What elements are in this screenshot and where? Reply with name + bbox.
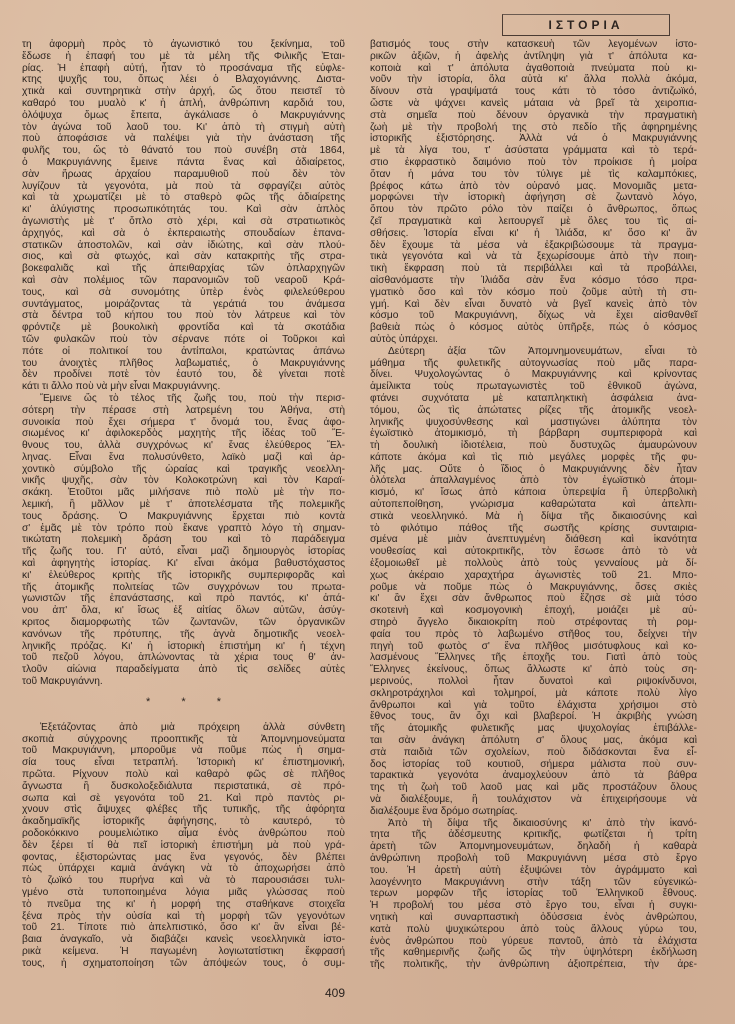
text-line: νοῦν τὴν ἱστορία, ὅλα αὐτὰ κι' ἄλλα πολλὰ ἀκόμα,: [370, 74, 697, 86]
text-line: γωνιστῶν τῆς ἐπανάστασης, καὶ πρὸ παντός, κι' ἀπά-: [22, 593, 345, 605]
text-line: τόμου, ὥς τὶς ἀπώτατες ρίζες τῆς ἀτομικῆς νεοελ-: [370, 404, 697, 416]
text-line: τλοῦν αἰώνια παραδείγματα ἀπὸ τὶς σελίδες αὐτὲς: [22, 664, 345, 676]
text-line: ποὺ ἀποφάσισε νὰ παλέψει γιὰ τὴν ἀνάσταση τῆς: [22, 133, 345, 145]
text-line: νουθεσίας καὶ αὐτοκριτικῆς, τὸν ἔσωσε ἀπὸ τὸ νὰ: [370, 546, 697, 558]
text-line: κτης ψυχῆς του, ὅπως λέει ὁ Βλαχογιάννης. Διστα-: [22, 74, 345, 86]
text-line: τῆς ζωῆς του. Γι' αὐτό, εἶναι μαζὶ δημιουργὸς ἱστορίας: [22, 546, 345, 558]
text-line: αὐτοπεποίθηση, γνώρισμα καθαρώτατα καὶ ἀπελπι-: [370, 499, 697, 511]
text-line: ἀμείλικτα τοὺς πρωταγωνιστὲς τοῦ ἐθνικοῦ ἀγώνα,: [370, 381, 697, 393]
text-line: αἰσθανόμαστε τὴν Ἰλιάδα σὰν ἕνα κόσμο τόσο πρα-: [370, 274, 697, 286]
text-line: βοκεφαλιᾶς καὶ τῆς ἀπειθαρχίας τῶν ὁπλαρχηγῶν: [22, 263, 345, 275]
text-line: καὶ ἀφηγητὴς ἱστορίας. Κι' εἶναι ἀκόμα βαθυστόχαστος: [22, 558, 345, 570]
section-title: ΙΣΤΟΡΙΑ: [502, 14, 670, 36]
text-line: πότε οἱ πολιτικοί του ἀντίπαλοι, κρατώντας ἀπάνω: [22, 345, 345, 357]
text-line: κισμό, κι' ἴσως ἀπὸ κάποια ὑπερεψία ἢ ὑπερβολικὴ: [370, 487, 697, 499]
text-line: ἔθνος τους, ἂν ὄχι καὶ βλαβεροί. Ἡ ἀκριβὴς γνώση: [370, 711, 697, 723]
text-line: Ἐξετάζοντας ἀπὸ μιὰ πρόχειρη ἀλλὰ σύνθετη: [40, 721, 345, 733]
right-column: [370, 39, 697, 971]
text-line: γμένο στὰ τυποποιημένα λόγια μιᾶς γλώσσας ποὺ: [22, 886, 345, 898]
text-line: βατισμός τους στὴν κατασκευὴ τῶν λεγομένων ἱστο-: [370, 39, 697, 50]
text-line: λαογέννητο Μακρυγιάννη στὴν τάξη τῶν εὐγενικώ-: [370, 876, 697, 888]
text-line: δίνει. Ψυχολογώντας ὁ Μακρυγιάννης καὶ κρίνοντας: [370, 369, 697, 381]
text-line: ξένα πρὸς τὴν οὐσία καὶ τὴ μορφὴ τῶν γεγονότων: [22, 910, 345, 922]
text-line: κοποιὰ καὶ τ' ἀπόλυτα ἀγαθοποιὰ πνεύματα ποὺ κι-: [370, 62, 697, 74]
text-line: στηρὸ ἄγγελο δικαιοκρίτη ποὺ στρέφοντας τὴ ρομ-: [370, 617, 697, 629]
text-line: τοῦ Μακρυγιάννη.: [22, 676, 103, 688]
text-line: λυγίζουν τὰ γεγονότα, μὰ ποὺ τὰ σφραγίζει αὐτὸς: [22, 180, 345, 192]
text-line: σμένα μὲ μιὰν ἀνεπτυγμένη διάθεση καὶ ἱκανότητα: [370, 534, 697, 546]
text-line: τὸ πνεῦμα της κι' ἡ μορφή της σταθήκανε στοιχεῖα: [22, 898, 345, 910]
text-line: τη ἀφορμὴ πρὸς τὸ ἀγωνιστικό του ξεκίνημα, τοῦ: [22, 39, 345, 50]
text-line: τους, καὶ σὰ συνομότης ὑπὲρ ἑνὸς φιλελεύθερου: [22, 286, 345, 298]
text-line: ὅπου τὸν πρῶτο ρόλο τὸν παίζει ὁ ἄνθρωπος, ὅπως: [370, 204, 697, 216]
text-line: ταρακτικὰ γεγονότα ἀναμοχλεύουν ἀπὸ τὰ βάθρα: [370, 770, 697, 782]
text-line: ἔδωσε ἡ ἐπαφή του μὲ τὰ μέλη τῆς Φιλικῆς Ἑται-: [22, 50, 345, 62]
text-line: τοῦ πεζοῦ λόγου, ἁπλώνοντας τὰ χέρια τους θ' ἀν-: [22, 652, 345, 664]
text-line: νου ἀπ' ὅλα, κι' ἴσως ἐξ αἰτίας ὅλων αὐτῶν, ἀσύγ-: [22, 605, 345, 617]
text-line: Ἔμεινε ὥς τὸ τέλος τῆς ζωῆς του, ποὺ τὴν περισ-: [40, 392, 345, 404]
text-line: μάθημα τῆς φυλετικῆς αὐτογνωσίας ποὺ μᾶς παρα-: [370, 357, 697, 369]
text-line: τὴ δουλικὴ ἰδιοτέλεια, ποὺ δυστυχῶς ἀμαυρώνουν: [370, 440, 697, 452]
text-line: δὲν προδίνει ποτὲ τὸν ἑαυτό του, δὲ γίνεται ποτὲ: [22, 369, 345, 381]
text-line: ληνικῆς ψυχοσύνθεσης καὶ μαστιγώνει ἀλύπητα τὸν: [370, 416, 697, 428]
text-line: σθήσεις. Ἱστορία εἶναι κι' ἡ Ἰλιάδα, κι' ὅσο κι' ἂν: [370, 227, 697, 239]
text-line: σιος, καὶ σὰ φτωχός, καὶ σὰν κατακριτὴς τῆς στρα-: [22, 251, 345, 263]
text-line: σία τους εἶναι τετραπλή. Ἱστορικὴ κι' ἐπιστημονική,: [22, 757, 345, 769]
text-line: δίνουν στὰ γραψίματά τους κάτι τὸ τόσο ἀντιζωϊκό,: [370, 86, 697, 98]
text-line: τικὴ ἔκφραση ποὺ τὰ περιβάλλει καὶ τὰ προβάλλει,: [370, 263, 697, 275]
text-line: ται σὰν ἀνάγκη ἀπόλυτη σ' ὅλους μας, ἀκόμα καὶ: [370, 735, 697, 747]
text-line: κόσμο τοῦ Μακρυγιάννη, δίχως νὰ ἔχει αἰσθανθεῖ: [370, 310, 697, 322]
text-line: γμή. Καὶ δὲν εἶναι δυνατὸ νὰ βγεῖ κανεὶς ἀπὸ τὸν: [370, 298, 697, 310]
text-line: στὰ παιδιὰ τῶν σχολείων, ποὺ διδάσκονται ἕνα εἶ-: [370, 746, 697, 758]
text-line: σωπα καὶ σὲ γεγονότα τοῦ 21. Καὶ πρὸ παντὸς ρι-: [22, 792, 345, 804]
text-line: λῆς μας. Οὔτε ὁ ἴδιος ὁ Μακρυγιάννης δὲν ἦταν: [370, 463, 697, 475]
text-line: νικῆς ψυχῆς, σὰν τὸν Κολοκοτρώνη καὶ τὸν Καραϊ-: [22, 475, 345, 487]
text-line: στὰ δέντρα τοῦ κήπου του ποὺ τὸν λάτρευε καὶ τὸν: [22, 310, 345, 322]
text-line: τους, ἡ σχηματοποίηση τῶν ἀπόψεών τους, ὁ συμ-: [22, 957, 345, 969]
text-line: ἀγωνιστὴς μὲ τ' ὅπλο στὸ χέρι, καὶ σὰ στρατιωτικὸς: [22, 215, 345, 227]
text-line: του. Ἡ ἀρετὴ αὐτὴ ἐξυψώνει τὸν ἀγράμματο καὶ: [370, 864, 697, 876]
text-line: χνουν στὶς ἄψυχες φλέβες τῆς τυπικῆς, τῆς ἀφόρητα: [22, 804, 345, 816]
text-line: τῆς καθημερινῆς ζωῆς ὥς τὴν ὑψηλότερη ἐκδήλωση: [370, 947, 697, 959]
text-line: τὸ φιλότιμο πάθος τῆς σωστῆς κρίσης συνταιρια-: [370, 522, 697, 534]
text-line: πὼς ὑπάρχει καμιὰ ἀνάγκη νὰ τὸ ἀποχωρήσει ἀπὸ: [22, 863, 345, 875]
text-line: βαια ἀναγκαῖο, νὰ διαβάζει κανεὶς νεοελληνικὰ ἱστο-: [22, 934, 345, 946]
text-line: ὁλόψυχα ὅμως ἔπειτα, ἀγκάλιασε ὁ Μακρυγιάννης: [22, 109, 345, 121]
text-line: τους δράσης. Ὁ Μακρυγιάννης ἔρχεται πιὸ κοντὰ: [22, 510, 345, 522]
text-line: θνους του, ἀλλὰ συγχρόνως κι' ἕνας ἐλεύθερος Ἕλ-: [22, 440, 345, 452]
paragraph: [22, 393, 345, 688]
text-line: φοντας, ἐξιστορώντας μας ἕνα γεγονός, δὲν βλέπει: [22, 851, 345, 863]
text-line: του ἀνοιχτὲς πλῆθος λαβωματιές, ὁ Μακρυγιάννης: [22, 357, 345, 369]
text-line: κάτι τι ἄλλο ποὺ νὰ μὴν εἶναι Μακρυγιάννης.: [22, 381, 221, 393]
text-line: μὲ τὰ λίγα του, τ' ἀσύστατα γράμματα καὶ τὸ τερά-: [370, 145, 697, 157]
text-line: φαία του πρὸς τὸ λαβωμένο στῆθος του, δείχνει τὴν: [370, 628, 697, 640]
text-line: ρίας. Ἡ ἐπαφὴ αὐτή, ἦταν τὸ προσάναμα τῆς εὐφλε-: [22, 62, 345, 74]
text-line: κριτος διαμορφωτὴς τῶν ζωντανῶν, τῶν ὀργανικῶν: [22, 617, 345, 629]
text-line: ὁλότελα ἀπαλλαγμένος ἀπὸ τὸν ἐγωϊστικὸ ἀτομι-: [370, 475, 697, 487]
left-column: [22, 39, 345, 970]
text-line: τὸν ἀγώνα τοῦ λαοῦ του. Κι' ἀπὸ τὴ στιγμὴ αὐτὴ: [22, 121, 345, 133]
text-line: ἄνθρωποι καὶ γιὰ τοῦτο ἐλάχιστα χρήσιμοι στὸ: [370, 699, 697, 711]
text-line: κάποτε ἀκόμα καὶ τὶς πιὸ μεγάλες μορφὲς τῆς φυ-: [370, 451, 697, 463]
text-line: στατικῶν ἀποστολῶν, καὶ σὰν ἰδιώτης, καὶ σὰν πλού-: [22, 239, 345, 251]
text-line: σκάκη. Ἐτοῦτοι μᾶς μιλήσανε πιὸ πολὺ μὲ τὴν πο-: [22, 487, 345, 499]
text-line: ἄγνωστα ἢ δυσκολοξεδιάλυτα περιστατικά, σὲ πρό-: [22, 780, 345, 792]
text-line: ρικῶν ἀξιῶν, ἡ ἀφελὴς ἀντίληψη γιὰ τ' ἀπόλυτα κα-: [370, 50, 697, 62]
text-line: τῆς ἀτομικῆς φυλετικῆς μας ψυχολογίας ἐπιβάλλε-: [370, 723, 697, 735]
text-line: βαθειὰ πὼς ὁ κόσμος αὐτὸς ὑπῆρξε, πὼς ὁ κόσμος: [370, 322, 697, 334]
text-line: δὲν ἔχουμε τὰ μέσα νὰ ἐξακριβώσουμε τὰ πραγμα-: [370, 239, 697, 251]
section-separator: * * *: [146, 695, 235, 708]
text-line: γματικὸ ὅσο καὶ τὸν κόσμο ποὺ ζοῦμε αὐτὴ τὴ στι-: [370, 286, 697, 298]
text-line: σκοπιὰ σύγχρονης προοπτικῆς τὰ Ἀπομνημονεύματα: [22, 733, 345, 745]
text-line: ζεῖ πραγματικὰ καὶ λειτουργεῖ μὲ ὅλες του τὶς αἰ-: [370, 215, 697, 227]
text-line: τῆς ἀτομικῆς πολιτείας τῶν συγχρόνων του πρωτα-: [22, 581, 345, 593]
text-line: κατὰ πολὺ ψυχικώτερου ἀπὸ τοὺς ἄλλους γύρω του,: [370, 923, 697, 935]
text-line: τοῦ Μακρυγιάννη, μποροῦμε νὰ ποῦμε πὼς ἡ σημα-: [22, 745, 345, 757]
text-line: δος ἱστορίας τοῦ κουτιοῦ, σήμερα μάλιστα ποὺ συν-: [370, 758, 697, 770]
text-line: πηγὴ τοῦ φωτὸς σ' ἕνα πλῆθος μισότυφλους καὶ κο-: [370, 640, 697, 652]
text-line: πρῶτα. Ρίχνουν πολὺ καὶ καθαρὸ φῶς σὲ πλῆθος: [22, 769, 345, 781]
text-line: καὶ σὰν πολέμιος τῶν παρανομιῶν τοῦ νεαροῦ Κρά-: [22, 274, 345, 286]
text-line: ρικὰ κείμενα. Ἡ παγωμένη λογιωτατίστικη ἔκφρασή: [22, 945, 345, 957]
text-line: κανόνων τῆς πρότυπης, τῆς ἁγνὰ δημοτικῆς νεοελ-: [22, 628, 345, 640]
text-line: φρόντιζε μὲ βουκολικὴ φροντίδα καὶ τὰ σκοτάδια: [22, 322, 345, 334]
text-line: αὐτὸς ὑπάρχει.: [370, 333, 439, 345]
text-line: ἀρχηγός, καὶ σὰ ὁ ἐκπεραιωτὴς σπουδαίων ἐπανα-: [22, 227, 345, 239]
text-line: Ἡ προβολή του μέσα στὸ ἔργο του, εἶναι ἡ συγκι-: [370, 900, 697, 912]
page-number: 409: [325, 986, 346, 1000]
text-line: τὸ ζωϊκό του πυρήνα καὶ νὰ τὸ παρουσιάσει τυλι-: [22, 875, 345, 887]
text-line: της τὴ ζωὴ τοῦ λαοῦ μας καὶ μᾶς προστάζουν ὅλους: [370, 782, 697, 794]
text-line: λεμική, ἢ μᾶλλον μὲ τ' ἀποτελέσματα τῆς πολεμικῆς: [22, 499, 345, 511]
text-line: χοντικὸ σύμβολο τῆς ὡραίας καὶ τραγικῆς νεοελλη-: [22, 463, 345, 475]
paragraph: [370, 818, 697, 971]
text-line: ζωὴ μὲ τὴν προβολή της στὸ πεδίο τῆς ἀφηρημένης: [370, 121, 697, 133]
text-line: κι' ἀλύγιστης προσωπικότητάς του. Καὶ σὰν ἁπλὸς: [22, 204, 345, 216]
text-line: ληνικῆς πρόζας. Κι' ἡ ἱστορικὴ ἐπιστήμη κι' ἡ τέχνη: [22, 640, 345, 652]
text-line: λασμένους Ἕλληνες τῆς ἐποχῆς του. Γιατὶ ἀπὸ τοὺς: [370, 652, 697, 664]
text-line: τικώτατη πολεμικὴ δράση του καὶ τὸ παράδειγμα: [22, 534, 345, 546]
text-line: στιο ἐκφραστικὸ δαιμόνιο ποὺ τὸν προίκισε ἡ μοίρα: [370, 156, 697, 168]
text-line: φυλῆς του, ὥς τὸ θάνατό του ποὺ συνέβη στὰ 1864,: [22, 145, 345, 157]
text-line: ἐγωϊστικὸ ἀτομικισμό, τὴ βάρβαρη συμπεριφορὰ καὶ: [370, 428, 697, 440]
text-line: ἐξομοιωθεῖ μὲ πολλοὺς ἀπὸ τοὺς γενναίους μὰ δί-: [370, 558, 697, 570]
text-line: ἱστορικῆς ἐξιστόρησης. Ἀλλὰ νά ὁ Μακρυγιάννης: [370, 133, 697, 145]
paragraph: [22, 39, 345, 393]
text-line: τοῦ 21. Τίποτε πιὸ ἀπελπιστικό, ὅσο κι' ἂν εἶναι βέ-: [22, 922, 345, 934]
text-line: νητικὴ καὶ συναρπαστικὴ ὀδύσσεια ἑνὸς ἀνθρώπου,: [370, 911, 697, 923]
text-line: συνοικία ποὺ ἔχει σήμερα τ' ὄνομά του, ἕνας ἀφο-: [22, 416, 345, 428]
text-line: διαλέξουμε ἕνα δρόμο σωτηρίας.: [370, 805, 518, 817]
text-line: βρέφος κάτω ἀπὸ τὸν οὐρανό μας. Μονομιᾶς μετα-: [370, 180, 697, 192]
text-line: ροῦμε νὰ ποῦμε πὼς ὁ Μακρυγιάννης, ὅσες σκιὲς: [370, 581, 697, 593]
text-line: ἀκαδημαϊκῆς ἱστορικῆς ἀφήγησης, τὸ καυτερό, τὸ: [22, 816, 345, 828]
paragraph: [22, 722, 345, 970]
text-line: τῶν φυλακῶν ποὺ τὸν σέρνανε πότε οἱ Τοῦρκοι καὶ: [22, 333, 345, 345]
text-line: καὶ τὰ χρωματίζει μὲ τὸ σταθερὸ φῶς τῆς ἀδιαίρετης: [22, 192, 345, 204]
text-line: ροδοκόκκινο ρουμελιώτικο αἷμα ἑνὸς ἀνθρώπου ποὺ: [22, 828, 345, 839]
text-line: συντάγματος, μοιράζοντας τὰ γεράτιά του ἀνάμεσα: [22, 298, 345, 310]
text-line: μορφώνει τὴν ἱστορικὴ ἀφήγηση σὲ ζωντανὸ λόγο,: [370, 192, 697, 204]
text-line: ληνας. Εἶναι ἕνα πολυσύνθετο, λαϊκὸ μαζὶ καὶ ἀρ-: [22, 451, 345, 463]
text-line: ἑνὸς ἀνθρώπου ποὺ γύρευε παντοῦ, ἀπὸ τὰ ἐλάχιστα: [370, 935, 697, 947]
text-line: χτικὰ καὶ συντηρητικὰ στὴν ἀρχή, ὥς ὅτου πειστεῖ τὸ: [22, 86, 345, 98]
paragraph: [370, 39, 697, 346]
text-line: κι' ἂν ἔχει σὰν ἄνθρωπος ποὺ ἔζησε σὲ μιὰ τόσο: [370, 593, 697, 605]
text-line: τῆς πολιτικῆς, τὴν ἀνθρώπινη ἀξιοπρέπεια, τὴν ἀρε-: [370, 959, 697, 971]
text-line: στὰ σημεῖα ποὺ δένουν ὀργανικὰ τὴν πραγματικὴ: [370, 109, 697, 121]
text-line: ὁ Μακρυγιάννης ἔμεινε πάντα ἕνας καὶ ἀδιαίρετος,: [22, 156, 345, 168]
text-line: σκληροτράχηλοι καὶ τολμηροί, μὰ κάποτε πολὺ λίγο: [370, 687, 697, 699]
text-line: χως ἀκέραιο χαραχτήρα ἀγωνιστὲς τοῦ 21. Μπο-: [370, 569, 697, 581]
text-line: δὲν ξέρει τί θὰ πεῖ ἱστορικὴ ἐπιστήμη μὰ ποὺ γρά-: [22, 839, 345, 851]
text-line: καθαρό του μυαλὸ κ' ἡ ἁπλή, ἀνθρώπινη καρδιά του,: [22, 97, 345, 109]
text-line: φτάνει συχνότατα μὲ καταπληκτικὴ ἀσφάλεια ἀνα-: [370, 392, 697, 404]
text-line: ἀνθρώπινη προβολὴ τοῦ Μακρυγιάννη μέσα στὸ ἔργο: [370, 852, 697, 864]
text-line: σιωμένος κι' ἀφιλοκερδὸς μαχητὴς τῆς ἰδέας τοῦ Ἔ-: [22, 428, 345, 440]
text-line: κι' ἐλεύθερος κριτὴς τῆς ἱστορικῆς συμπεριφορᾶς καὶ: [22, 569, 345, 581]
text-line: ἀρετὴ τῶν Ἀπομνημονευμάτων, δηλαδὴ ἡ καθαρὰ: [370, 841, 697, 853]
text-line: τερων μορφῶν τῆς ἱστορίας τοῦ Ἑλληνικοῦ ἔθνους.: [370, 888, 697, 900]
paragraph: [370, 346, 697, 818]
text-line: ὥστε νὰ ψάχνει κανεὶς μάταια νὰ βρεῖ τὰ χειροπια-: [370, 97, 697, 109]
text-line: σκοτεινὴ καὶ κοσμογονικὴ ἐποχή, μοιάζει μὲ αὐ-: [370, 605, 697, 617]
text-line: τητα τῆς ἀδέσμευτης κριτικῆς, φωτίζεται ἡ τρίτη: [370, 829, 697, 841]
text-line: σὰν ἥρωας ἀρχαίου παραμυθιοῦ ποὺ δὲν τὸν: [22, 168, 345, 180]
text-line: μερινούς, πολλοὶ ἦταν δυνατοὶ καὶ ριψοκίνδυνοι,: [370, 676, 697, 688]
text-line: Ἕλληνες ἐκείνους, ὅπως ἄλλωστε κι' ἀπὸ τοὺς ση-: [370, 664, 697, 676]
text-line: ὅταν ἡ μάνα του τὸν τύλιγε μὲ τὶς καλαμπόκιες,: [370, 168, 697, 180]
text-line: σότερη τὴν πέρασε στὴ λατρεμένη του Ἀθήνα, στὴ: [22, 404, 345, 416]
text-line: Δεύτερη ἀξία τῶν Ἀπομνημονευμάτων, εἶναι τὸ: [388, 345, 697, 357]
text-line: σ' ἐμᾶς μὲ τὸν τρόπο ποὺ ἔκανε γραπτὸ λόγο τὴ σημαν-: [22, 522, 345, 534]
text-line: Ἀπὸ τὴ δίψα τῆς δικαιοσύνης κι' ἀπὸ τὴν ἱκανό-: [388, 817, 697, 829]
text-line: τικὰ γεγονότα καὶ νὰ τὰ ξεχωρίσουμε ἀπὸ τὴν ποιη-: [370, 251, 697, 263]
text-line: νὰ διαλέξουμε, ἢ τουλάχιστον νὰ ἐπιχειρήσουμε νὰ: [370, 794, 697, 805]
text-line: στικὰ νεοελληνικό. Μὰ ἡ δίψα τῆς δικαιοσύνης καὶ: [370, 510, 697, 522]
